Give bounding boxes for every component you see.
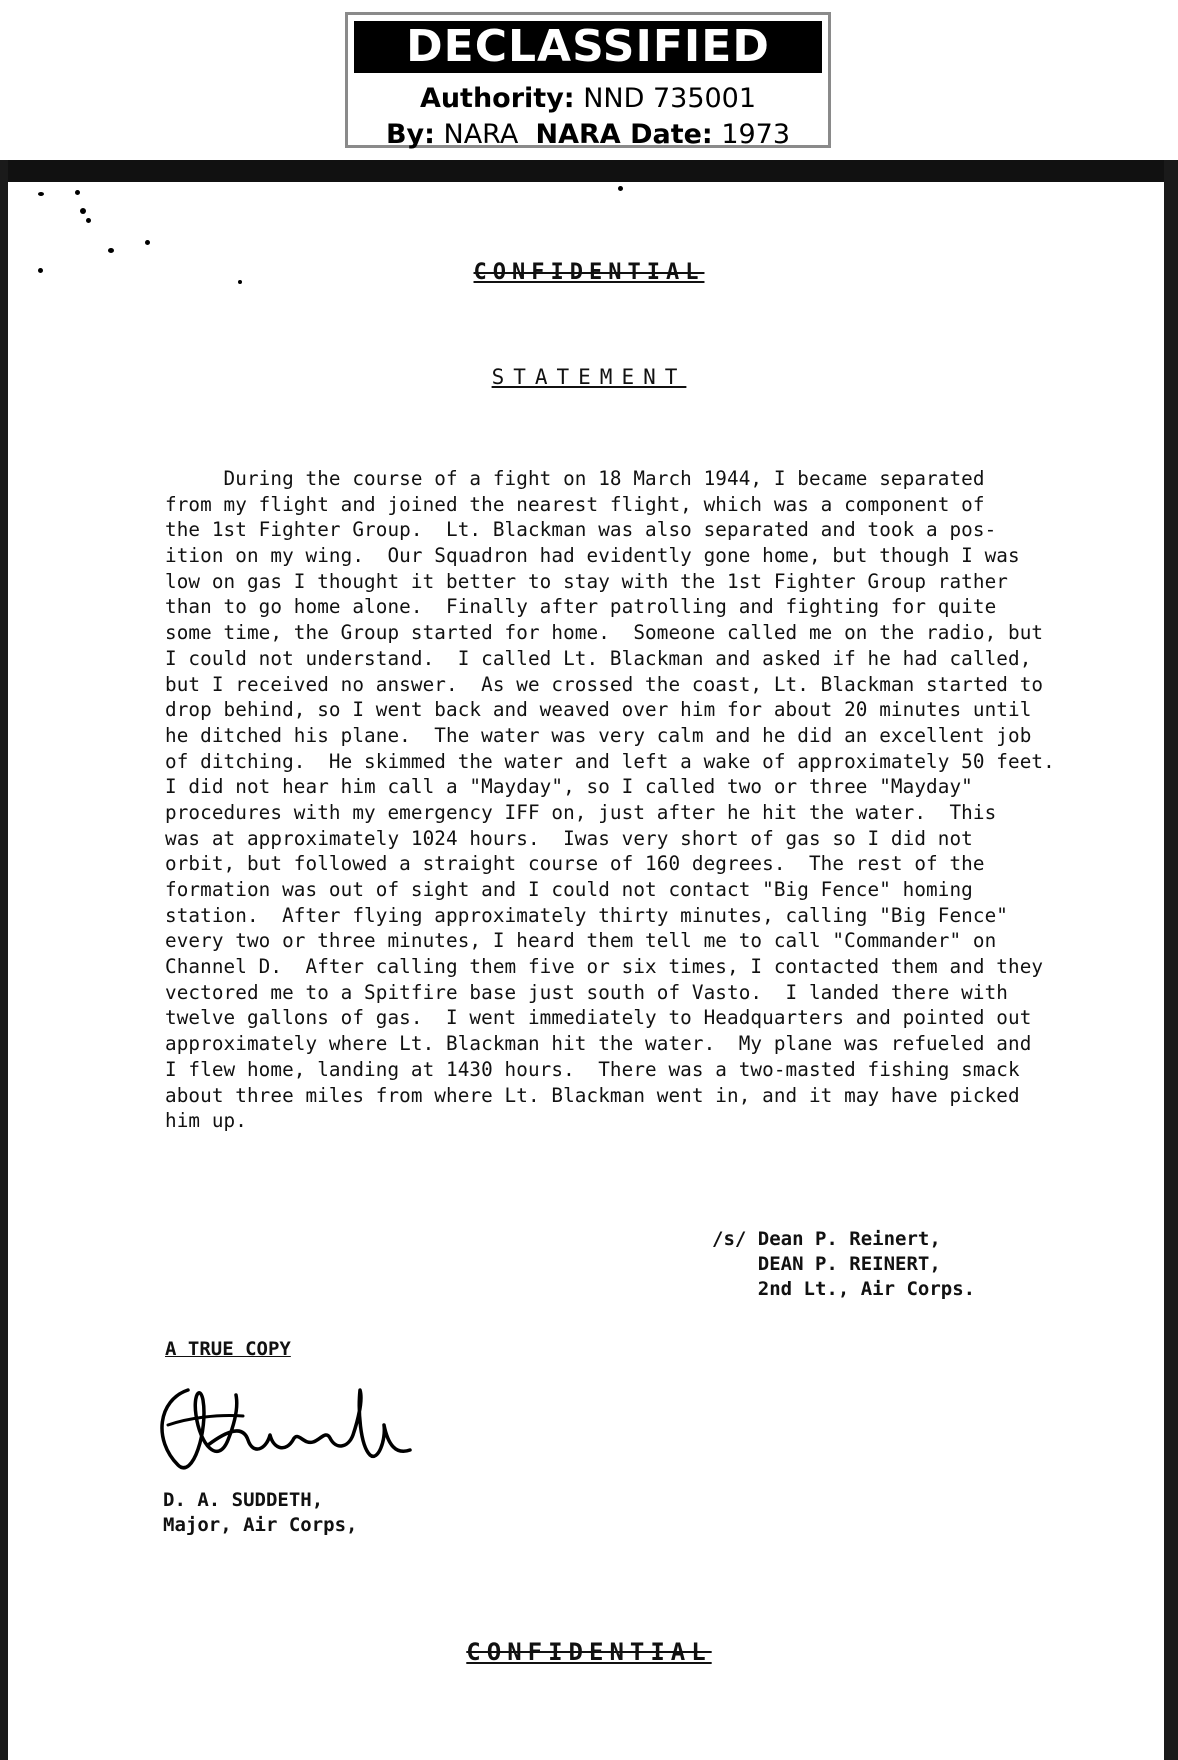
body-line: I could not understand. I called Lt. Blackman and asked if he had called, <box>165 646 1032 670</box>
stamp-title: DECLASSIFIED <box>354 21 822 73</box>
certifier-line: D. A. SUDDETH, <box>163 1489 324 1511</box>
body-line: twelve gallons of gas. I went immediately to Headquarters and pointed out <box>165 1006 1032 1030</box>
body-line: some time, the Group started for home. Someone called me on the radio, but <box>165 621 1044 645</box>
body-line: than to go home alone. Finally after patrolling and fighting for quite <box>165 595 997 619</box>
body-line: I did not hear him call a "Mayday", so I called two or three "Mayday" <box>165 775 973 799</box>
date-label: NARA Date: <box>535 119 713 150</box>
scan-speck <box>618 186 623 191</box>
date-value: 1973 <box>721 119 791 150</box>
declassification-stamp <box>345 12 831 148</box>
body-line: approximately where Lt. Blackman hit the water. My plane was refueled and <box>165 1032 1032 1056</box>
body-line: but I received no answer. As we crossed the coast, Lt. Blackman started to <box>165 672 1044 696</box>
body-line: the 1st Fighter Group. Lt. Blackman was also separated and took a pos- <box>165 518 997 542</box>
by-label: By: <box>385 119 435 150</box>
stamp-authority <box>348 83 828 114</box>
body-line: from my flight and joined the nearest flight, which was a component of <box>165 492 985 516</box>
true-copy-label: A TRUE COPY <box>165 1338 291 1360</box>
body-line: ition on my wing. Our Squadron had evidently gone home, but though I was <box>165 544 1020 568</box>
certifier-line: Major, Air Corps, <box>163 1514 358 1536</box>
certifier-block <box>163 1488 357 1538</box>
by-value: NARA <box>443 119 519 150</box>
signature-block <box>712 1227 975 1302</box>
scan-speck <box>108 248 114 253</box>
body-line: every two or three minutes, I heard them tell me to call "Commander" on <box>165 929 997 953</box>
scan-speck <box>86 218 91 223</box>
handwritten-signature <box>148 1370 468 1485</box>
body-line: orbit, but followed a straight course of 160 degrees. The rest of the <box>165 852 985 876</box>
body-line: station. After flying approximately thirty minutes, calling "Big Fence" <box>165 903 1008 927</box>
body-line: of ditching. He skimmed the water and left a wake of approximately 50 feet. <box>165 749 1055 773</box>
scan-speck <box>38 192 44 196</box>
authority-value: NND 735001 <box>583 83 757 114</box>
body-line: him up. <box>165 1109 247 1133</box>
classification-top: CONFIDENTIAL <box>473 260 705 285</box>
body-line: I flew home, landing at 1430 hours. There was a two-masted fishing smack <box>165 1057 1020 1081</box>
body-line: formation was out of sight and I could not contact "Big Fence" homing <box>165 878 973 901</box>
scan-speck <box>75 190 80 195</box>
scan-speck <box>145 240 150 245</box>
body-line: Channel D. After calling them five or six times, I contacted them and they <box>165 955 1044 979</box>
signer-line: /s/ Dean P. Reinert, <box>712 1228 941 1250</box>
document-sheet <box>0 160 1178 1760</box>
signer-line: 2nd Lt., Air Corps. <box>712 1278 976 1300</box>
body-line: he ditched his plane. The water was very calm and he did an excellent job <box>165 723 1032 747</box>
classification-bottom: CONFIDENTIAL <box>466 1638 712 1666</box>
scan-edge <box>0 160 8 1760</box>
body-line: was at approximately 1024 hours. Iwas very short of gas so I did not <box>165 826 973 850</box>
authority-label: Authority: <box>419 83 575 114</box>
body-line: procedures with my emergency IFF on, just after he hit the water. This <box>165 800 997 824</box>
scan-speck <box>80 208 86 214</box>
signer-line: DEAN P. REINERT, <box>712 1253 941 1275</box>
body-line: low on gas I thought it better to stay with the 1st Fighter Group rather <box>165 569 1008 593</box>
document-heading: STATEMENT <box>491 365 687 389</box>
stamp-by-date <box>348 119 828 150</box>
body-line: about three miles from where Lt. Blackman went in, and it may have picked <box>165 1083 1020 1107</box>
body-line: vectored me to a Spitfire base just south of Vasto. I landed there with <box>165 980 1008 1004</box>
body-line: During the course of a fight on 18 March 1944, I became separated <box>165 467 985 490</box>
body-line: drop behind, so I went back and weaved over him for about 20 minutes until <box>165 698 1032 722</box>
statement-body <box>165 466 1085 1134</box>
